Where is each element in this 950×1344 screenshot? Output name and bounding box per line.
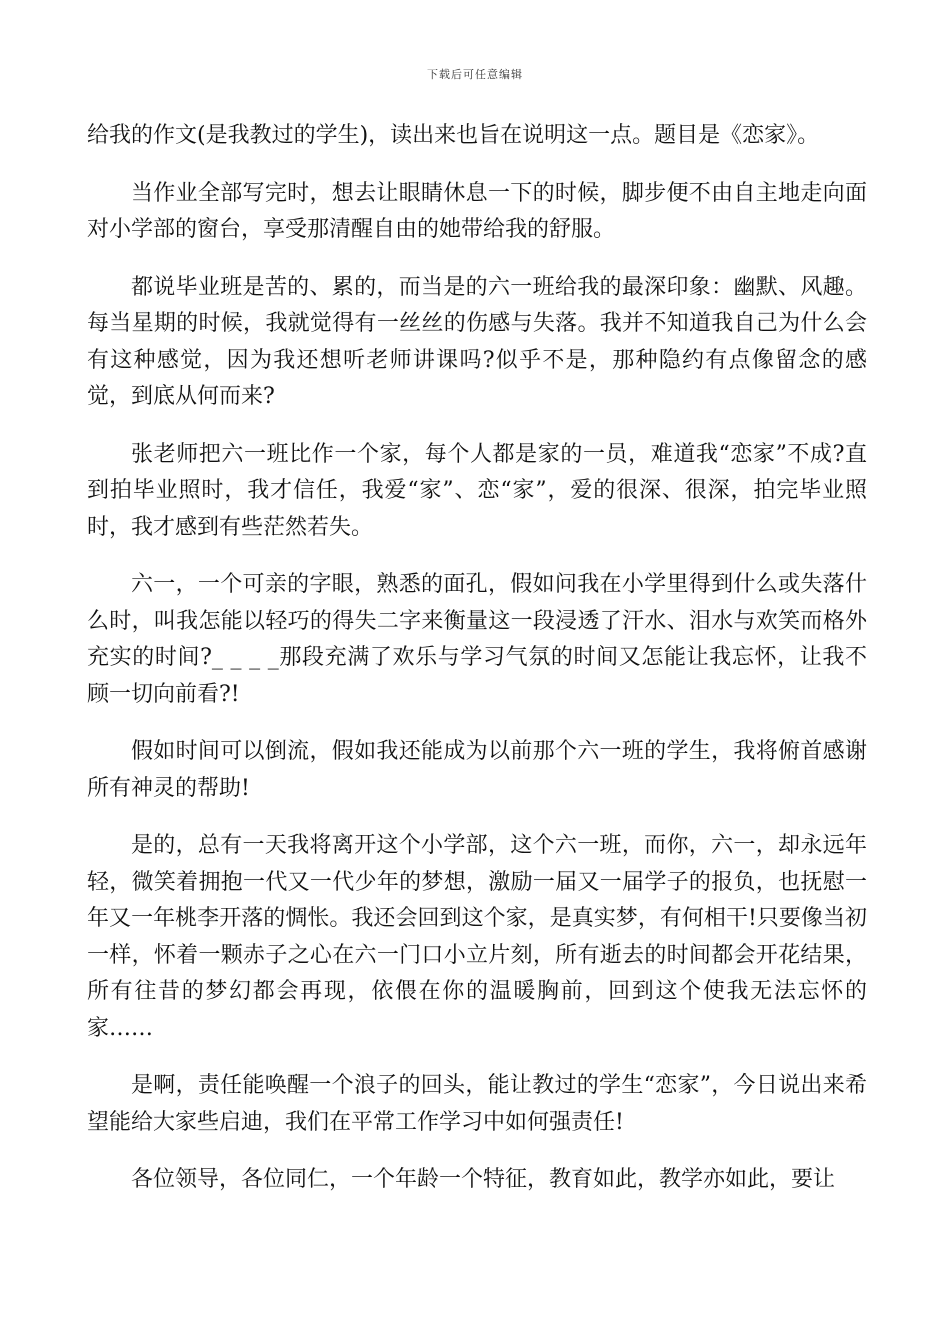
paragraph: 都说毕业班是苦的、累的，而当是的六一班给我的最深印象：幽默、风趣。每当星期的时候，我就觉得有一丝丝的伤感与失落。我并不知道我自己为什么会有这种感觉，因为我还想听老师讲课吗?似乎不是，那种隐约有点像留念的感觉，到底从何而来? <box>87 274 867 409</box>
page-header: 下载后可任意编辑 <box>427 68 523 81</box>
paragraph: 张老师把六一班比作一个家，每个人都是家的一员，难道我“恋家”不成?直到拍毕业照时，我才信任，我爱“家”、恋“家”，爱的很深、很深，拍完毕业照时，我才感到有些茫然若失。 <box>87 441 867 540</box>
paragraph: 六一，一个可亲的字眼，熟悉的面孔，假如问我在小学里得到什么或失落什么时，叫我怎能以轻巧的得失二字来衡量这一段浸透了汗水、泪水与欢笑而格外充实的时间?_ _ _ _那段充满了欢乐与学习气氛的时间又怎能让我忘怀，让我不顾一切向前看?! <box>87 572 867 707</box>
paragraph: 假如时间可以倒流，假如我还能成为以前那个六一班的学生，我将俯首感谢所有神灵的帮助! <box>87 739 867 801</box>
document-body <box>87 118 867 1220</box>
paragraph: 给我的作文(是我教过的学生)，读出来也旨在说明这一点。题目是《恋家》。 <box>87 123 820 148</box>
paragraph: 各位领导，各位同仁，一个年龄一个特征，教育如此，教学亦如此，要让 <box>131 1167 836 1192</box>
paragraph: 是的，总有一天我将离开这个小学部，这个六一班，而你，六一，却永远年轻，微笑着拥抱一代又一代少年的梦想，激励一届又一届学子的报负，也抚慰一年又一年桃李开落的惆怅。我还会回到这个家，是真实梦，有何相干!只要像当初一样，怀着一颗赤子之心在六一门口小立片刻，所有逝去的时间都会开花结果，所有往昔的梦幻都会再现，依偎在你的温暖胸前，回到这个使我无法忘怀的家…… <box>87 833 867 1041</box>
paragraph: 当作业全部写完时，想去让眼睛休息一下的时候，脚步便不由自主地走向面对小学部的窗台，享受那清醒自由的她带给我的舒服。 <box>87 180 867 242</box>
paragraph: 是啊，责任能唤醒一个浪子的回头，能让教过的学生“恋家”，今日说出来希望能给大家些启迪，我们在平常工作学习中如何强责任! <box>87 1073 867 1135</box>
